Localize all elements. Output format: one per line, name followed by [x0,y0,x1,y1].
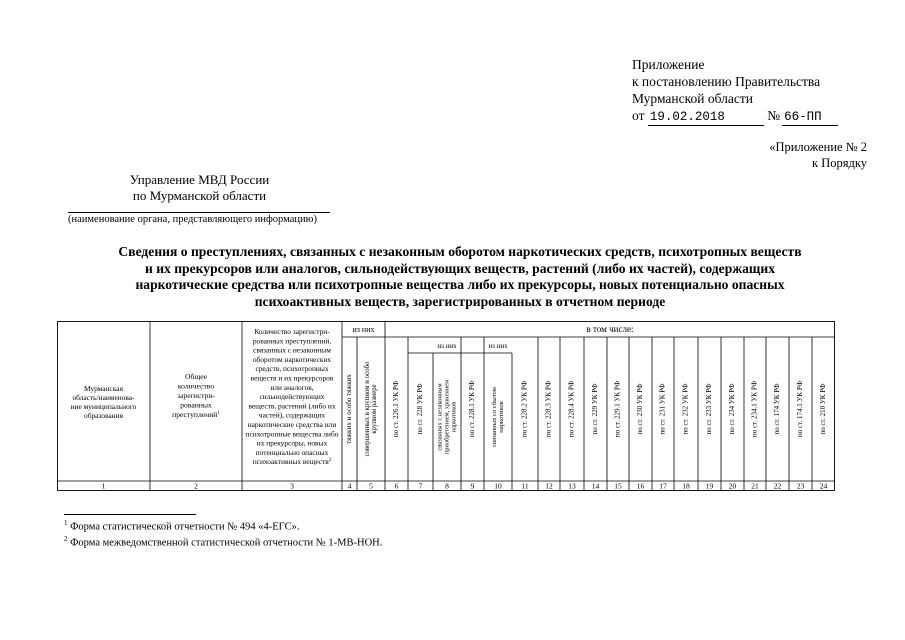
column-number: 14 [591,481,600,491]
group-label-iz-nih: из них [352,325,375,334]
col-1-header-line: область/наименова- [72,393,135,402]
col-2-header-line: рованных [180,400,212,410]
col-3-header-line: психотропные вещества либо [245,429,339,439]
column-number: 5 [369,481,373,491]
footnote-1-text: Форма статистической отчетности № 494 «4-ЕГС». [70,521,300,533]
col-3-header-line: сильнодействующих [259,392,325,402]
appendix-block [769,139,867,171]
annex-line-2: к постановлению Правительства [632,74,821,89]
annex-line-1: Приложение [632,57,705,72]
title-line-4: психоактивных веществ, зарегистрированных в отчетном периоде [254,293,666,309]
column-number: 2 [194,481,198,491]
article-column-header: по ст. 230 УК РФ [636,383,645,435]
col-8-header: приобретением, хранением [443,379,451,455]
title-line-3: наркотические средства или психотропные вещества либо их прекурсоры, новых потенциально опасных [135,277,785,292]
footnote-2-text: Форма межведомственной статистической отчетности № 1-МВ-НОН. [70,537,383,549]
col-3-header-line: связанных с незаконным [253,345,331,355]
column-number: 10 [494,481,502,491]
article-column-header: по ст. 174.1 УК РФ [796,380,805,438]
article-column-header: по ст. 229.1 УК РФ [613,380,622,438]
column-number: 9 [470,481,475,491]
col-3-header-line: веществ, растений (либо их [248,401,336,411]
col-1-header-line: Мурманская [84,384,123,393]
col-1-header-line: ние муниципального [70,402,137,411]
column-number: 1 [101,481,106,491]
column-number: 11 [521,481,529,491]
article-column-header: по ст. 228.2 УК РФ [520,380,529,438]
appendix-line-1: «Приложение № 2 [769,140,867,154]
col-8-header: наркотиков [450,401,458,433]
col-3-header-line: средств, психотропных [255,364,329,374]
col-2-header-line: зарегистри- [177,391,215,400]
annex-from-label: от [632,108,645,123]
title-line-1: Сведения о преступлениях, связанных с незаконным оборотом наркотических средств, психотропных веществ [118,244,802,259]
annex-date: 19.02.2018 [648,110,764,126]
column-number: 7 [418,481,423,491]
col-3-header-line: Количество зарегистри- [254,327,330,336]
col-5-header: крупном размере [371,384,379,434]
col-3-header-line: веществ и их прекурсоров [250,373,334,383]
column-number: 20 [728,481,737,491]
col-3-header-line: их прекурсоры, новых [256,438,328,448]
subgroup-label-iz-nih: из них [437,342,457,350]
col-4-header: тяжких и особо тяжких [345,374,354,444]
column-number: 15 [614,481,622,491]
col-1-header-line: образования [84,411,123,420]
article-column-header: по ст. 231 УК РФ [658,383,667,435]
column-number: 12 [545,481,553,491]
statistics-table [57,321,882,491]
annex-line-3: Мурманской области [632,91,753,106]
col-3-header-line: рованных преступлений, [252,336,332,346]
col-2-header-line: преступлений$^1$ [172,410,220,419]
col-3-header-line: психоактивных веществ$^2$ [252,457,332,467]
column-number: 3 [290,481,294,491]
annex-block [632,56,838,126]
organization-line-1: Управление МВД России [129,172,270,187]
title-line-2: и их прекурсоров или аналогов, сильнодействующих веществ, растений (либо их частей), содержащих [144,260,776,276]
col-8-header: связанных с незаконным [436,383,444,451]
footnote-1 [64,519,299,533]
subgroup-label-iz-nih: из них [488,342,508,350]
article-column-header: по ст. 210 УК РФ [819,383,828,435]
article-column-header: по ст. 234 УК РФ [728,383,737,435]
organization-underline [68,212,330,213]
column-number: 19 [705,481,714,491]
col-9-header: по ст. 228.1 УК РФ [468,380,477,438]
statistics-table-grid [57,321,882,491]
footnote-1-mark: 1 [64,519,68,527]
col-5-header: совершенных в крупном и особо [364,361,372,457]
col-2-header-line: количество [177,381,215,391]
column-number: 16 [636,481,645,491]
column-number: 21 [751,481,759,491]
col-10-header: связанных со сбытом [491,387,499,447]
annex-number: 66-ПП [782,110,838,126]
column-number: 6 [394,481,399,491]
group-label-v-tom-chisle: в том числе: [586,324,634,334]
column-number: 8 [445,481,449,491]
article-column-header: по ст. 232 УК РФ [681,383,690,435]
col-3-header-line: потенциально опасных [255,447,329,457]
column-number: 4 [347,481,352,491]
annex-date-row [632,107,838,126]
article-column-header: по ст. 228.4 УК РФ [567,380,576,438]
annex-number-label: № [767,108,781,123]
footnote-2-mark: 2 [64,535,68,543]
col-3-header-line: оборотом наркотических [252,354,332,364]
column-number: 23 [796,481,805,491]
footnote-2 [64,535,382,549]
col-3-header-line: частей), содержащих [258,410,326,420]
col-3-header-line: или аналогов, [270,382,314,392]
footnote-rule [64,514,196,515]
column-number: 13 [568,481,576,491]
organization-caption: (наименование органа, представляющего информацию) [68,214,317,225]
article-column-header: по ст. 233 УК РФ [705,383,714,435]
column-number: 18 [682,481,690,491]
col-3-header-line: наркотические средства или [247,420,337,429]
article-column-header: по ст. 174 УК РФ [773,383,782,435]
column-number: 24 [819,481,828,491]
document-title [60,244,860,310]
col-10-header: наркотиков [498,401,506,433]
article-column-header: по ст. 229 УК РФ [591,383,600,435]
col-7-header: по ст. 228 УК РФ [416,383,425,435]
col-6-header: по ст. 226.1 УК РФ [392,380,401,438]
appendix-line-2: к Порядку [812,156,867,170]
article-column-header: по ст. 228.3 УК РФ [544,380,553,438]
col-2-header-line: Общее [185,372,207,381]
organization-name [112,172,287,204]
column-number: 17 [659,481,667,491]
organization-line-2: по Мурманской области [132,188,267,203]
article-column-header: по ст. 234.1 УК РФ [750,380,759,438]
column-number: 22 [773,481,782,491]
